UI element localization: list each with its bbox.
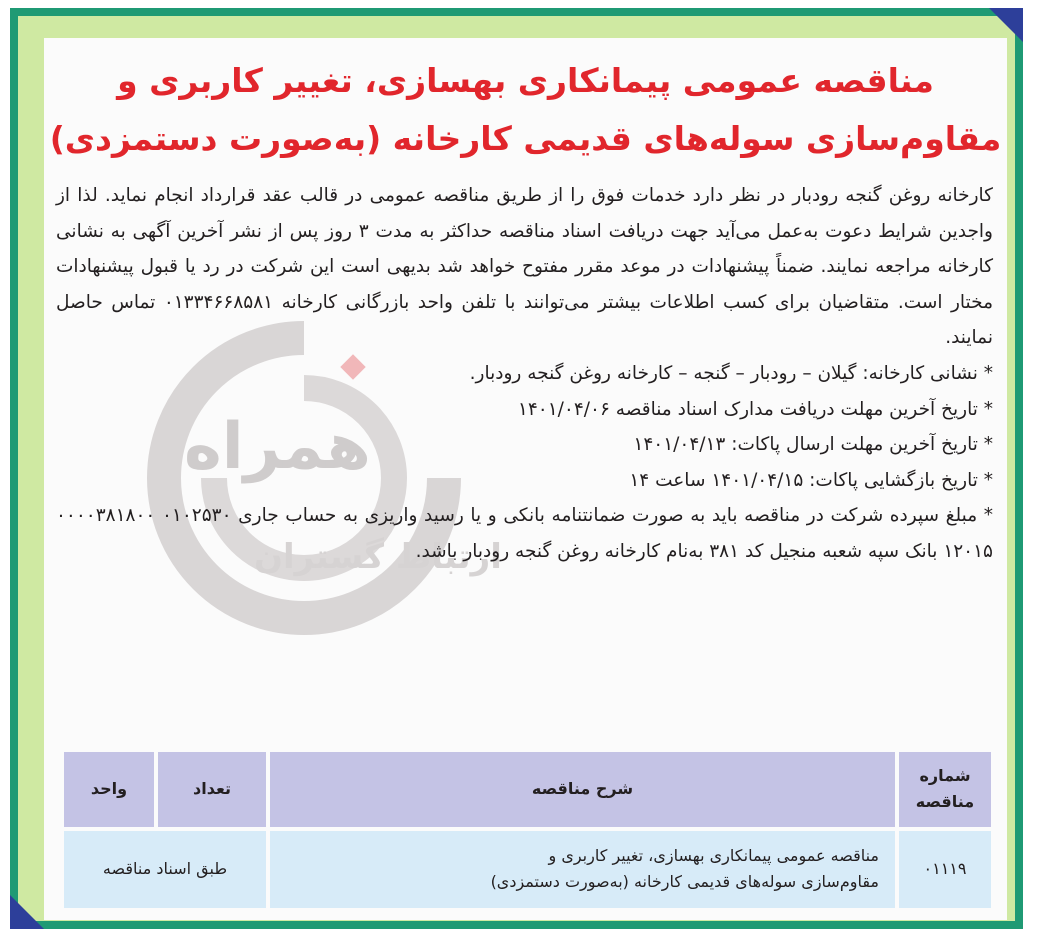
corner-ornament-bottom-left [10, 895, 44, 929]
tender-table [60, 748, 995, 912]
list-item-document-deadline: * تاریخ آخرین مهلت دریافت مدارک اسناد مناقصه ۱۴۰۱/۰۴/۰۶ [517, 398, 993, 420]
header-unit: واحد [64, 752, 154, 827]
advertisement-paper [44, 38, 1007, 920]
header-tender-number: شماره مناقصه [899, 752, 991, 827]
watermark-main-text: همراه [184, 410, 371, 484]
outer-frame [10, 8, 1023, 929]
table-header-row [64, 752, 991, 827]
watermark-sub-text: ارتباط گستران [254, 537, 502, 577]
cell-tender-number: ۰۱۱۱۹ [899, 831, 991, 908]
corner-ornament-top-right [989, 8, 1023, 42]
list-item-opening-date: * تاریخ بازگشایی پاکات: ۱۴۰۱/۰۴/۱۵ ساعت ۱۴ [629, 469, 993, 491]
advertisement-title [44, 52, 1007, 168]
cell-description [270, 831, 895, 908]
list-item-submission-deadline: * تاریخ آخرین مهلت ارسال پاکات: ۱۴۰۱/۰۴/۱۳ [633, 434, 993, 456]
title-line-1: مناقصه عمومی پیمانکاری بهسازی، تغییر کاربری و [117, 61, 934, 100]
title-line-2: مقاوم‌سازی سوله‌های قدیمی کارخانه (به‌صورت دستمزدی) [49, 119, 1002, 158]
table-row [64, 831, 991, 908]
header-description: شرح مناقصه [270, 752, 895, 827]
cell-quantity-unit: طبق اسناد مناقصه [64, 831, 266, 908]
header-quantity: تعداد [158, 752, 266, 827]
cell-description-line-2: مقاوم‌سازی سوله‌های قدیمی کارخانه (به‌صورت دستمزدی) [490, 872, 879, 892]
deposit-paragraph: * مبلغ سپرده شرکت در مناقصه باید به صورت ضمانتنامه بانکی و یا رسید واریزی به حساب جاری ۰۱۰۲۵۳۰ ۰۰۰۰۳۸۱۸۰۰ ۱۲۰۱۵ بانک سپه شعبه منجیل کد ۳۸۱ به‌نام کارخانه روغن گنجه رودبار باشد. [56, 505, 993, 562]
intro-paragraph: کارخانه روغن گنجه رودبار در نظر دارد خدمات فوق را از طریق مناقصه عمومی در قالب عقد قرارداد انجام نماید. لذا از واجدین شرایط دعوت به‌عمل می‌آید جهت دریافت اسناد مناقصه حداکثر به مدت ۳ روز پس از نشر آخرین آگهی به نشانی کارخانه مراجعه نمایند. ضمناً پیشنهادات در موعد مقرر مفتوح خواهد شد بدیهی است این شرکت در رد یا قبول پیشنهادات مختار است. متقاضیان برای کسب اطلاعات بیشتر می‌توانند با تلفن واحد بازرگانی کارخانه ۰۱۳۳۴۶۶۸۵۸۱ تماس حاصل نمایند. [56, 185, 993, 349]
list-item-address: * نشانی کارخانه: گیلان – رودبار – گنجه – کارخانه روغن گنجه رودبار. [469, 362, 993, 384]
cell-description-line-1: مناقصه عمومی پیمانکاری بهسازی، تغییر کاربری و [548, 846, 879, 866]
advertisement-body [56, 178, 993, 570]
